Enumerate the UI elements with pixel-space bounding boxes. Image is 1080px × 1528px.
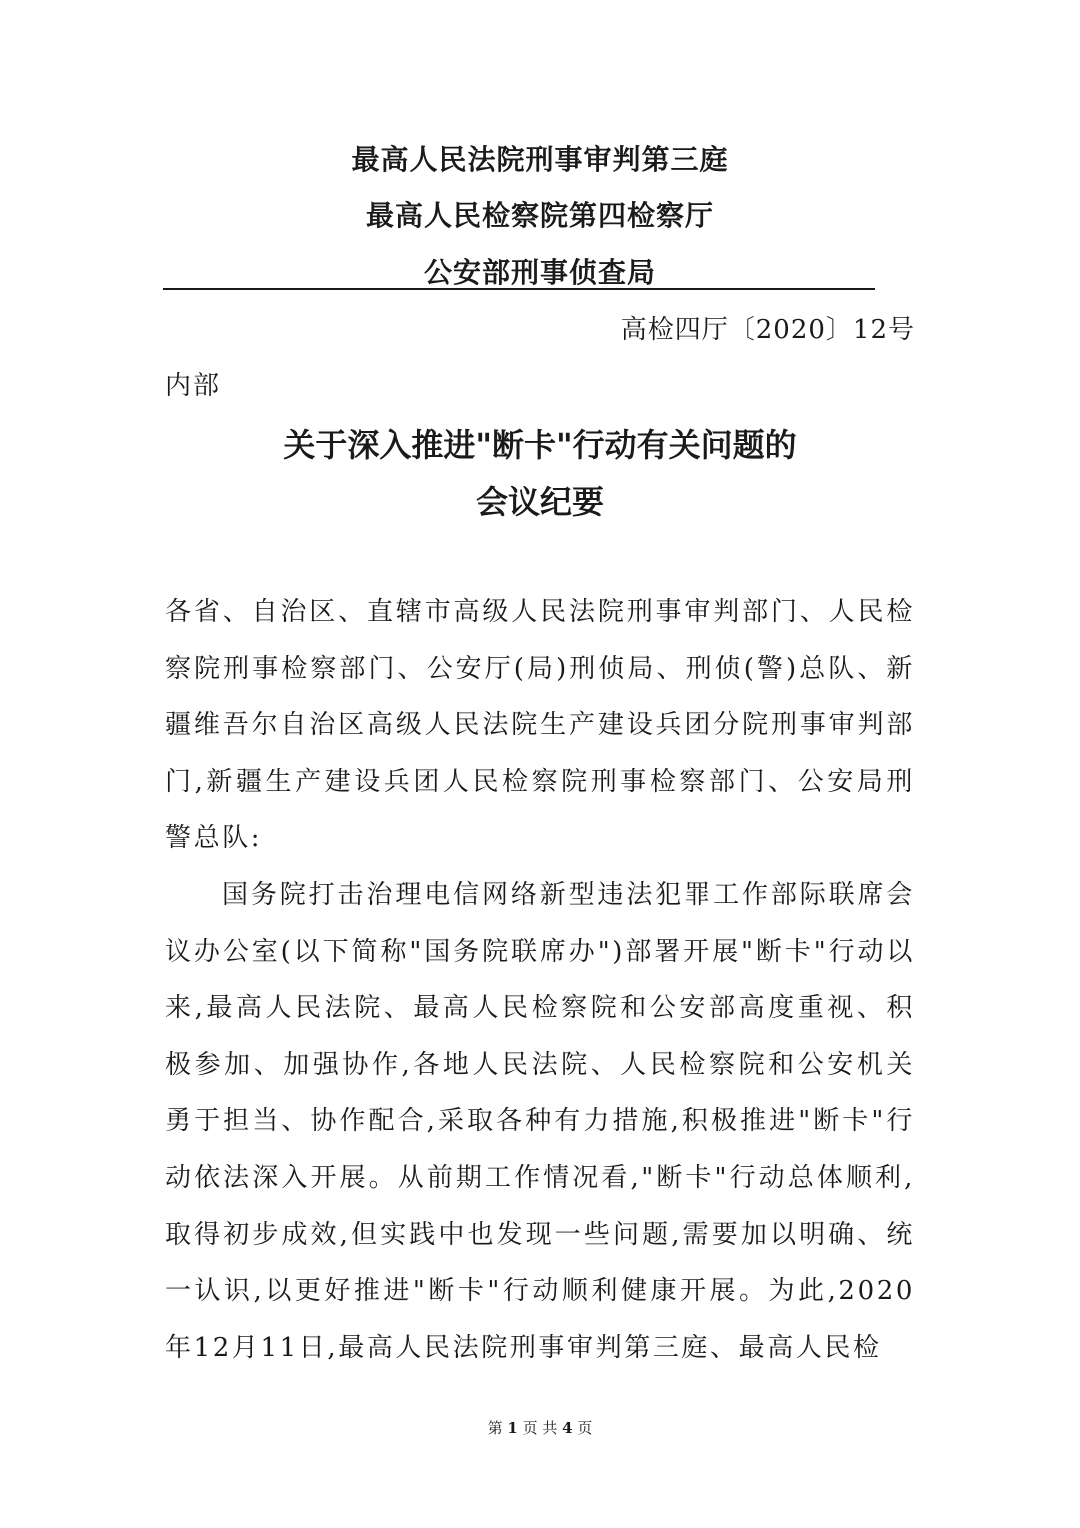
issuer-procuratorate: 最高人民检察院第四检察厅 <box>365 199 714 232</box>
document-title-line2: 会议纪要 <box>475 483 604 521</box>
body-paragraph: 国务院打击治理电信网络新型违法犯罪工作部际联席会议办公室(以下简称"国务院联席办")部署开展"断卡"行动以来,最高人民法院、最高人民检察院和公安部高度重视、积极参加、加强协作,各地人民法院、人民检察院和公安机关勇于担当、协作配合,采取各种有力措施,积极推进"断卡"行动依法深入开展。从前期工作情况看,"断卡"行动总体顺利,取得初步成效,但实践中也发现一些问题,需要加以明确、统一认识,以更好推进"断卡"行动顺利健康开展。为此,2020年12月11日,最高人民法院刑事审判第三庭、最高人民检 <box>165 880 915 1363</box>
document-title-line1: 关于深入推进"断卡"行动有关问题的 <box>283 426 797 464</box>
footer-suffix: 页 <box>577 1419 593 1437</box>
total-pages: 4 <box>562 1419 573 1437</box>
header-divider <box>163 288 875 290</box>
footer-prefix: 第 <box>487 1419 503 1437</box>
classification-label: 内部 <box>165 371 222 401</box>
page-footer <box>0 1417 1080 1439</box>
document-number: 高检四厅〔2020〕12号 <box>620 315 915 345</box>
footer-middle: 页 共 <box>522 1419 558 1437</box>
issuer-supreme-court: 最高人民法院刑事审判第三庭 <box>351 143 729 176</box>
issuer-public-security: 公安部刑事侦查局 <box>423 256 656 289</box>
addressee-paragraph: 各省、自治区、直辖市高级人民法院刑事审判部门、人民检察院刑事检察部门、公安厅(局)刑侦局、刑侦(警)总队、新疆维吾尔自治区高级人民法院生产建设兵团分院刑事审判部门,新疆生产建设兵团人民检察院刑事检察部门、公安局刑警总队: <box>165 597 915 854</box>
page-number: 1 <box>507 1419 518 1437</box>
